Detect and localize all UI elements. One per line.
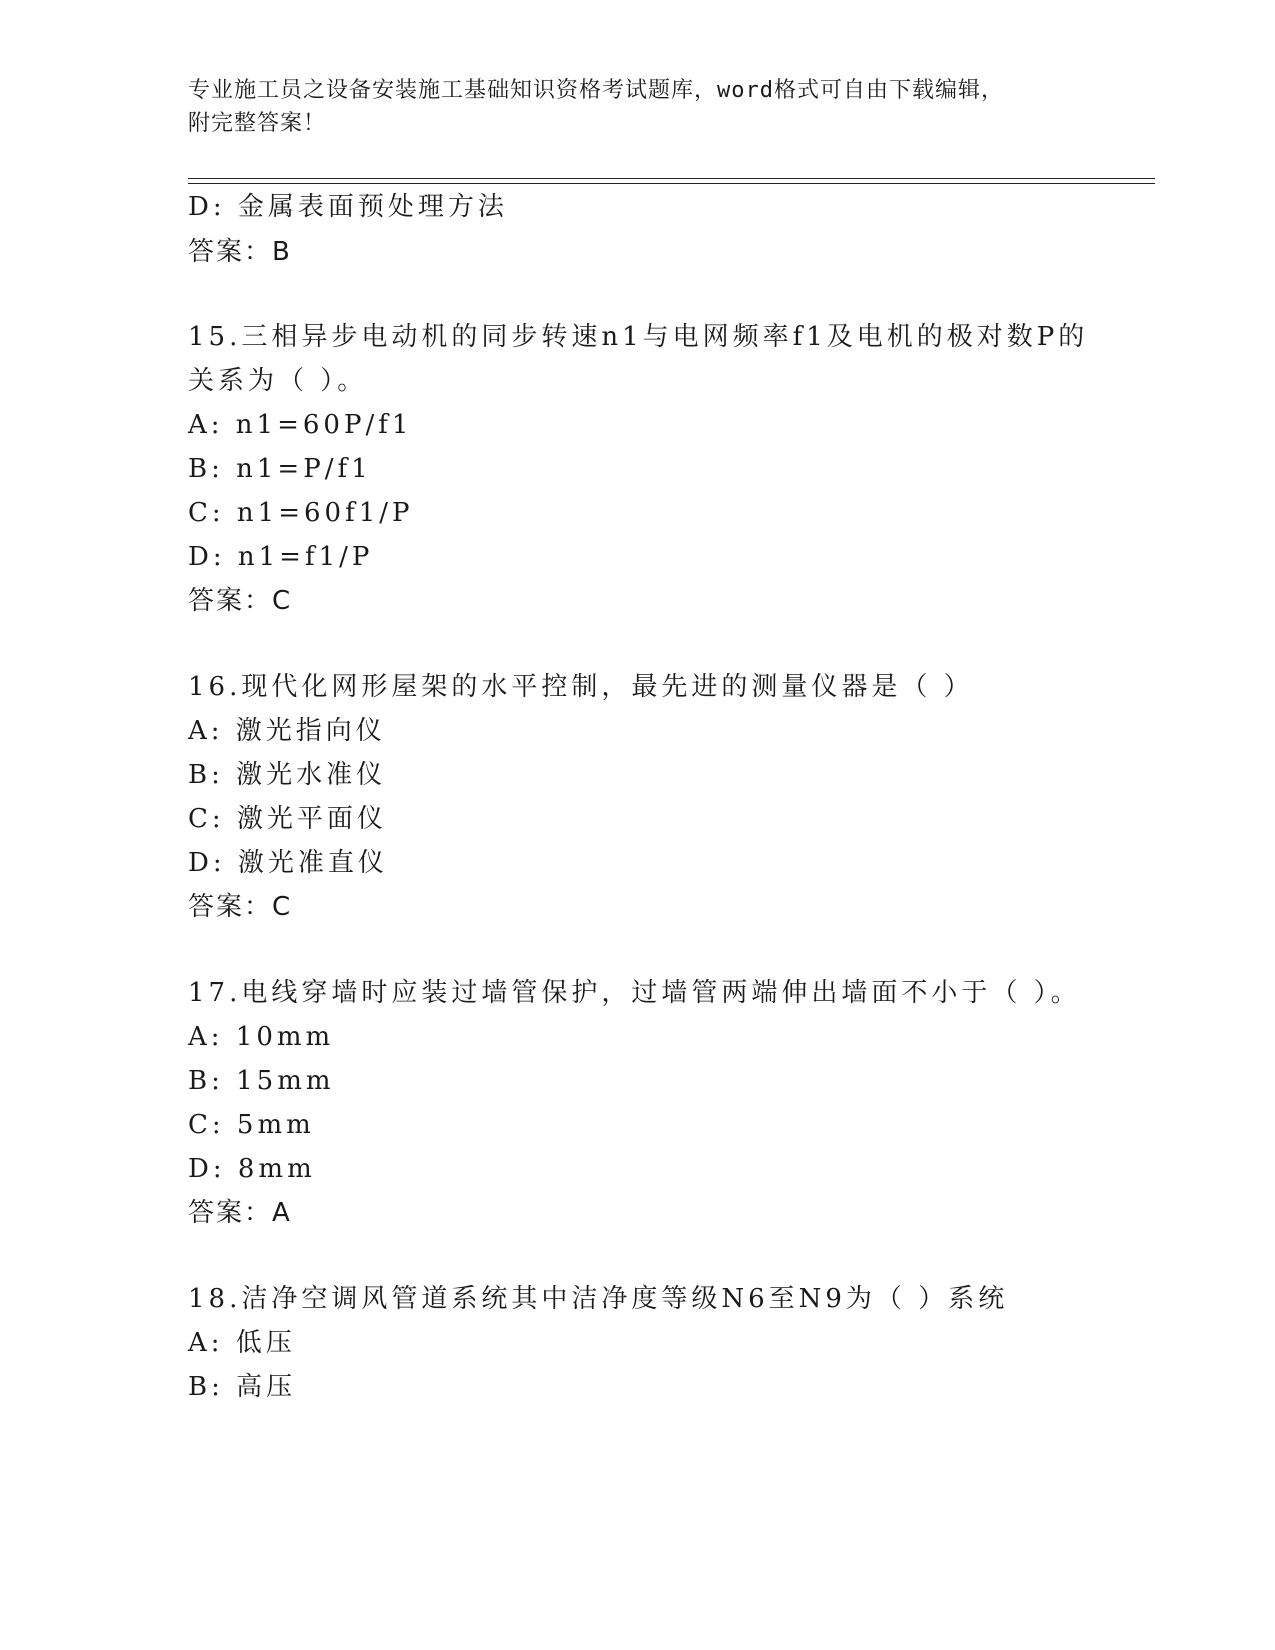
header-line-2: 附完整答案！: [188, 111, 327, 136]
q15-option-c: C: n1=60f1/P: [188, 498, 414, 528]
q16-option-a: A: 激光指向仪: [188, 716, 386, 746]
prev-option-d: D: 金属表面预处理方法: [188, 192, 508, 222]
q17-stem-line-1: 17.电线穿墙时应装过墙管保护，过墙管两端伸出墙面不小于（ ）。: [188, 978, 1081, 1008]
q17-option-d: D: 8mm: [188, 1154, 316, 1184]
q18-stem-line-1: 18.洁净空调风管道系统其中洁净度等级N6至N9为（ ）系统: [188, 1284, 1009, 1314]
q17-option-c: C: 5mm: [188, 1110, 315, 1140]
q15-answer: 答案：C: [188, 586, 293, 616]
q16-option-c: C: 激光平面仪: [188, 804, 387, 834]
document-header: [188, 74, 1068, 140]
header-divider-bottom: [188, 183, 1155, 184]
q17-option-a: A: 10mm: [188, 1022, 335, 1052]
q15-option-a: A: n1=60P/f1: [188, 410, 413, 440]
q15-stem-line-1: 15.三相异步电动机的同步转速n1与电网频率f1及电机的极对数P的: [188, 322, 1089, 352]
q17-option-b: B: 15mm: [188, 1066, 335, 1096]
q16-option-d: D: 激光准直仪: [188, 848, 388, 878]
q18-option-b: B: 高压: [188, 1372, 297, 1402]
q15-stem-line-2: 关系为（ ）。: [188, 366, 368, 396]
q15-option-b: B: n1=P/f1: [188, 454, 372, 484]
prev-answer: 答案：B: [188, 237, 292, 267]
q16-stem-line-1: 16.现代化网形屋架的水平控制，最先进的测量仪器是（ ）: [188, 672, 974, 702]
q15-option-d: D: n1=f1/P: [188, 542, 374, 572]
q17-answer: 答案：A: [188, 1198, 292, 1228]
q16-answer: 答案：C: [188, 892, 293, 922]
header-divider-top: [188, 178, 1155, 179]
q16-option-b: B: 激光水准仪: [188, 760, 387, 790]
header-line-1: 专业施工员之设备安装施工基础知识资格考试题库，word格式可自由下载编辑，: [188, 78, 1004, 103]
q18-option-a: A: 低压: [188, 1328, 296, 1358]
